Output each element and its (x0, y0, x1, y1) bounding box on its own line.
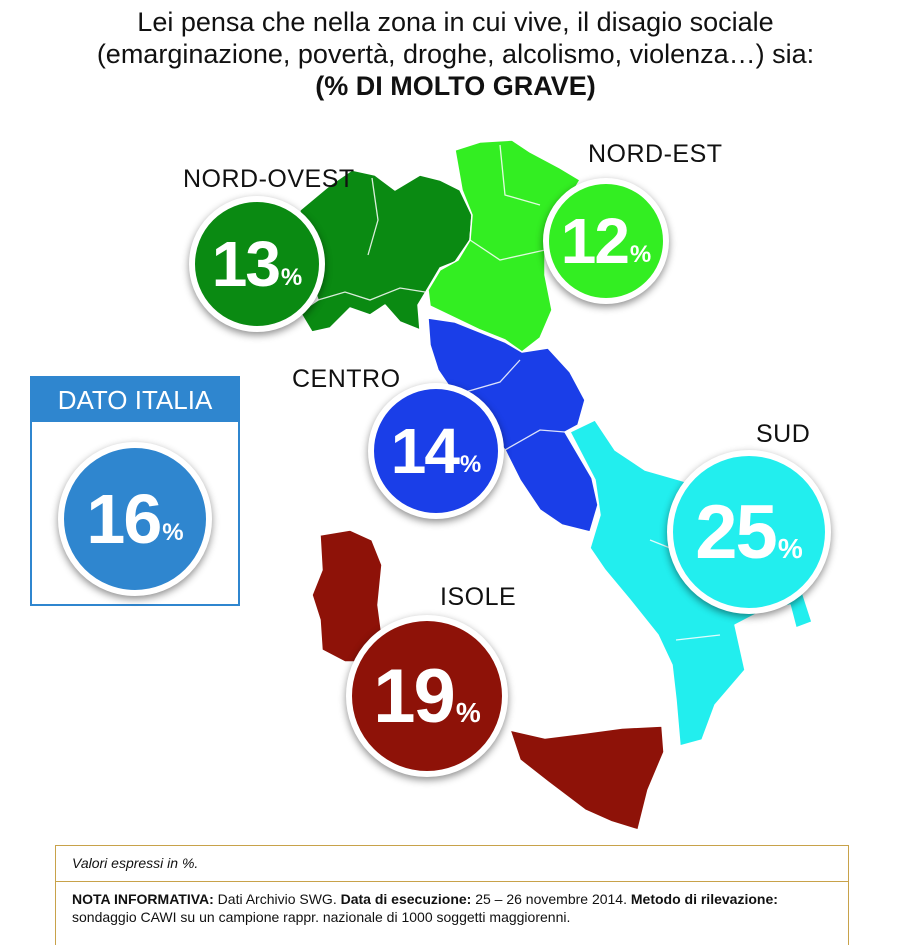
region-label-nord-est: NORD-EST (588, 140, 723, 168)
pct-sign: % (455, 697, 481, 728)
footnote-date: 25 – 26 novembre 2014. (471, 891, 631, 907)
value-bubble-sud (667, 450, 831, 614)
pct-sign: % (777, 533, 803, 564)
value-nord-est: 12 (560, 205, 628, 277)
footnote-method: sondaggio CAWI su un campione rappr. nazionale di 1000 soggetti maggiorenni. (72, 909, 571, 925)
dato-italia-label: DATO ITALIA (32, 378, 238, 422)
region-label-isole: ISOLE (440, 583, 517, 611)
footnote-units: Valori espressi in %. (56, 846, 848, 882)
value-sud: 25 (695, 489, 776, 575)
region-label-nord-ovest: NORD-OVEST (183, 165, 355, 193)
pct-sign: % (629, 241, 652, 268)
footnote-method-label: Metodo di rilevazione: (630, 891, 778, 907)
title-line-2: (emarginazione, povertà, droghe, alcolismo, violenza…) sia: (96, 39, 815, 69)
value-italia: 16 (86, 480, 161, 558)
value-bubble-italia (58, 442, 212, 596)
value-bubble-isole (346, 615, 508, 777)
region-shape-sicilia (510, 726, 664, 830)
region-label-sud: SUD (756, 420, 811, 448)
value-centro: 14 (390, 415, 458, 487)
title-line-1: Lei pensa che nella zona in cui vive, il disagio sociale (137, 7, 774, 37)
value-bubble-nord-ovest (189, 196, 325, 332)
pct-sign: % (280, 264, 303, 291)
footnote-source: Dati Archivio SWG. (213, 891, 341, 907)
value-isole: 19 (373, 653, 454, 739)
pct-sign: % (459, 451, 482, 478)
value-bubble-nord-est (543, 178, 669, 304)
title-line-3: (% DI MOLTO GRAVE) (315, 71, 596, 101)
footnote-date-label: Data di esecuzione: (340, 891, 472, 907)
value-nord-ovest: 13 (211, 228, 279, 300)
pct-sign: % (162, 519, 184, 546)
value-bubble-centro (368, 383, 504, 519)
region-label-centro: CENTRO (292, 365, 401, 393)
footnote-info-label: NOTA INFORMATIVA: (72, 891, 214, 907)
dato-italia-box (30, 376, 240, 606)
footnote-box (55, 845, 849, 945)
footnote-info (56, 882, 848, 926)
